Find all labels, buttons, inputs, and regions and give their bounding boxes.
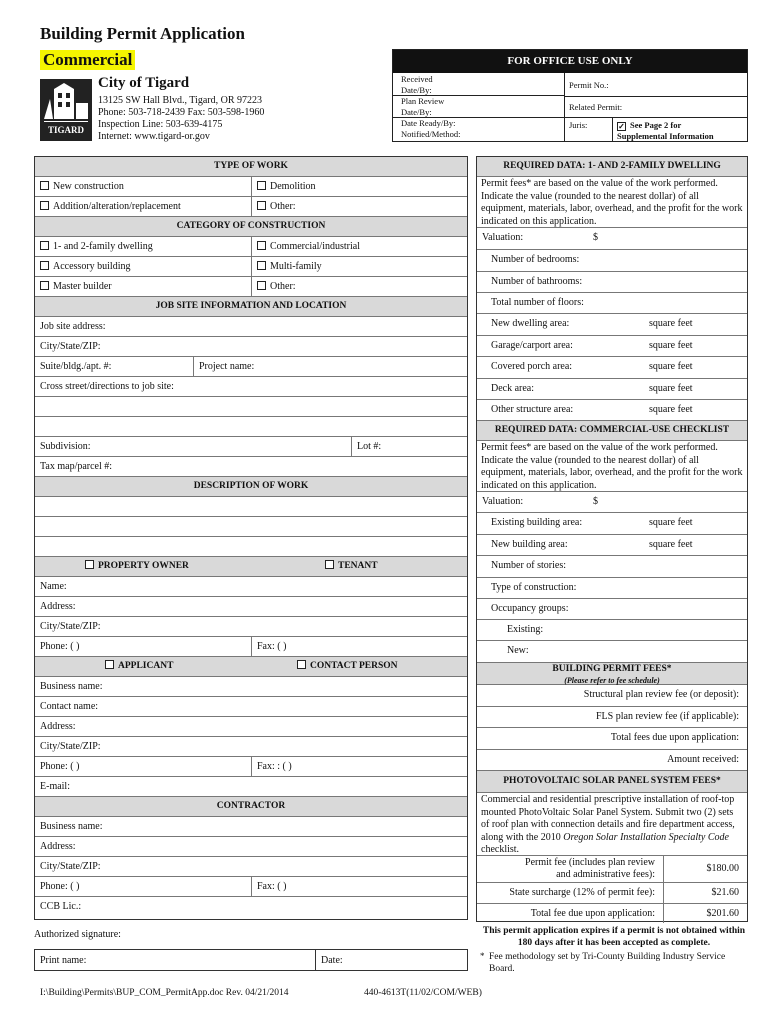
date-field[interactable]: Date: — [321, 955, 343, 966]
date-ready-field[interactable]: Date Ready/By: Notified/Method: — [401, 118, 461, 139]
surcharge-label: State surcharge (12% of permit fee): — [509, 887, 655, 898]
deck-area-field[interactable]: Deck area: square feet — [477, 379, 747, 400]
taxmap-field[interactable]: Tax map/parcel #: — [35, 457, 467, 477]
footer-form-code: 440-4613T(11/02/COM/WEB) — [364, 988, 482, 998]
left-form-table: TYPE OF WORK New construction Demolition Addition/alteration/replacement Other: CATEGORY OF CONSTRUCTION 1- and 2-family dwelling Commercial/industrial Accessory building Multi-family Master builder Other: JOB SITE INFORMATION AND LOCATION Job site address: City/State/ZIP: Suite/bldg./apt. #: Project name: Cross street/directions to job site: Subdivision: Lot #: Tax map/parcel #: DESCRIPTION OF WORK PROPERTY OWNER TENANT Name: Address: City/State/ZIP: Phone: ( ) Fax: ( ) APPLICANT CONTACT PERSON Business name: Contact name: Address: City/State/ZIP: Phone: ( ) Fax: : ( ) E-mail: CONTRACTOR Business name: Address: City/State/ZIP: Phone: ( ) Fax: ( ) CCB Lic.: — [34, 156, 468, 920]
expiration-note: This permit application expires if a permit is not obtained within 180 days after it has been accepted as complete. — [482, 926, 746, 948]
received-field[interactable]: Received Date/By: — [393, 74, 564, 96]
see-page-2-note: ✓ See Page 2 for Supplemental Information — [617, 120, 714, 141]
permit-fee-label: Permit fee (includes plan review and administrative fees): — [525, 857, 655, 880]
type-of-work-header: TYPE OF WORK — [35, 157, 467, 177]
total-fees-field[interactable]: Total fees due upon application: — [477, 728, 747, 750]
checked-checkbox-icon[interactable]: ✓ — [618, 122, 625, 131]
logo-text: TIGARD — [47, 125, 85, 135]
plan-review-field[interactable]: Plan Review Date/By: — [393, 96, 564, 118]
contractor-header: CONTRACTOR — [35, 797, 467, 817]
fls-review-fee-field[interactable]: FLS plan review fee (if applicable): — [477, 707, 747, 728]
new-construction-checkbox[interactable] — [40, 181, 49, 190]
occupancy-groups-field[interactable]: Occupancy groups: — [477, 599, 747, 620]
permit-fee-amount: $180.00 — [706, 863, 739, 874]
stories-field[interactable]: Number of stories: — [477, 556, 747, 578]
contractor-business-field[interactable]: Business name: — [35, 817, 467, 837]
amount-received-field[interactable]: Amount received: — [477, 750, 747, 771]
property-owner-checkbox[interactable] — [85, 560, 94, 569]
owner-phone-field[interactable]: Phone: ( ) — [40, 641, 80, 652]
other-work-checkbox[interactable] — [257, 201, 266, 210]
occupancy-existing-field[interactable]: Existing: — [477, 620, 747, 641]
applicant-label: APPLICANT — [118, 661, 174, 671]
tigard-logo — [40, 79, 92, 141]
valuation-commercial-field[interactable]: Valuation: $ — [477, 492, 747, 513]
cross-street-line-3[interactable] — [35, 417, 467, 437]
required-data-commercial-header: REQUIRED DATA: COMMERCIAL-USE CHECKLIST — [477, 421, 747, 441]
floors-field[interactable]: Total number of floors: — [477, 293, 747, 314]
email-field[interactable]: E-mail: — [35, 777, 467, 797]
permit-fees-header: BUILDING PERMIT FEES* (Please refer to fee schedule) — [477, 663, 747, 685]
tenant-checkbox[interactable] — [325, 560, 334, 569]
form-subtitle: Commercial — [40, 50, 135, 70]
description-header: DESCRIPTION OF WORK — [35, 477, 467, 497]
existing-area-field[interactable]: Existing building area: square feet — [477, 513, 747, 535]
office-use-box — [392, 49, 748, 142]
new-area-field[interactable]: New building area: square feet — [477, 535, 747, 556]
description-line-3[interactable] — [35, 537, 467, 557]
category-header: CATEGORY OF CONSTRUCTION — [35, 217, 467, 237]
commercial-checkbox[interactable] — [257, 241, 266, 250]
family-dwelling-checkbox[interactable] — [40, 241, 49, 250]
inspection-line: Inspection Line: 503-639-4175 — [98, 119, 223, 130]
new-dwelling-area-field[interactable]: New dwelling area: square feet — [477, 314, 747, 336]
other-structure-area-field[interactable]: Other structure area: square feet — [477, 400, 747, 421]
applicant-city-field[interactable]: City/State/ZIP: — [35, 737, 467, 757]
job-city-field[interactable]: City/State/ZIP: — [35, 337, 467, 357]
occupancy-new-field[interactable]: New: — [477, 641, 747, 663]
related-permit-field[interactable]: Related Permit: — [565, 97, 747, 118]
bedrooms-field[interactable]: Number of bedrooms: — [477, 250, 747, 272]
ccb-license-field[interactable]: CCB Lic.: — [40, 901, 82, 912]
description-line-1[interactable] — [35, 497, 467, 517]
bathrooms-field[interactable]: Number of bathrooms: — [477, 272, 747, 293]
applicant-business-field[interactable]: Business name: — [35, 677, 467, 697]
multifamily-checkbox[interactable] — [257, 261, 266, 270]
total-fee-label: Total fee due upon application: — [530, 908, 655, 919]
property-owner-label: PROPERTY OWNER — [98, 561, 189, 571]
demolition-checkbox[interactable] — [257, 181, 266, 190]
tenant-label: TENANT — [338, 561, 378, 571]
fee-footnote: Fee methodology set by Tri-County Building Industry Service Board. — [489, 952, 726, 974]
contact-name-field[interactable]: Contact name: — [35, 697, 467, 717]
internet-line: Internet: www.tigard-or.gov — [98, 131, 210, 142]
addition-checkbox[interactable] — [40, 201, 49, 210]
structural-review-fee-field[interactable]: Structural plan review fee (or deposit): — [477, 685, 747, 707]
city-address — [98, 95, 264, 143]
suite-field[interactable]: Suite/bldg./apt. #: — [40, 361, 112, 372]
fees-note-dwelling: Permit fees* are based on the value of the work performed. Indicate the value (rounded to the nearest dollar) of all equipment, materials, labor, overhead, and the profit for the work indicated on this application. — [477, 177, 747, 228]
contractor-phone-field[interactable]: Phone: ( ) — [40, 881, 80, 892]
contractor-address-field[interactable]: Address: — [35, 837, 467, 857]
jobsite-header: JOB SITE INFORMATION AND LOCATION — [35, 297, 467, 317]
applicant-address-field[interactable]: Address: — [35, 717, 467, 737]
footer-file-path: I:\Building\Permits\BUP_COM_PermitApp.doc Rev. 04/21/2014 — [40, 988, 289, 998]
owner-name-field[interactable]: Name: — [35, 577, 467, 597]
address-line: 13125 SW Hall Blvd., Tigard, OR 97223 — [98, 95, 262, 106]
other-category-checkbox[interactable] — [257, 281, 266, 290]
form-title: Building Permit Application — [40, 24, 245, 43]
print-name-field[interactable]: Print name: — [40, 955, 87, 966]
footnote-star: * — [480, 951, 485, 961]
phone-line: Phone: 503-718-2439 Fax: 503-598-1960 — [98, 107, 265, 118]
owner-address-field[interactable]: Address: — [35, 597, 467, 617]
construction-type-field[interactable]: Type of construction: — [477, 578, 747, 599]
authorized-signature-label: Authorized signature: — [34, 929, 121, 940]
porch-area-field[interactable]: Covered porch area: square feet — [477, 357, 747, 379]
contact-person-label: CONTACT PERSON — [310, 661, 398, 671]
pv-fees-header: PHOTOVOLTAIC SOLAR PANEL SYSTEM FEES* — [477, 771, 747, 793]
cross-street-line-2[interactable] — [35, 397, 467, 417]
fees-note-commercial: Permit fees* are based on the value of the work performed. Indicate the value (rounded to the nearest dollar) of all equipment, materials, labor, overhead, and the profit for the work indicated on this application. — [477, 441, 747, 492]
applicant-fax-field[interactable]: Fax: : ( ) — [257, 761, 292, 772]
garage-area-field[interactable]: Garage/carport area: square feet — [477, 336, 747, 357]
total-fee-amount: $201.60 — [706, 908, 739, 919]
owner-city-field[interactable]: City/State/ZIP: — [35, 617, 467, 637]
applicant-checkbox[interactable] — [105, 660, 114, 669]
contractor-city-field[interactable]: City/State/ZIP: — [35, 857, 467, 877]
contractor-fax-field[interactable]: Fax: ( ) — [257, 881, 287, 892]
office-use-heading: FOR OFFICE USE ONLY — [393, 50, 747, 73]
job-address-field[interactable]: Job site address: — [35, 317, 467, 337]
surcharge-amount: $21.60 — [711, 887, 739, 898]
subdivision-field[interactable]: Subdivision: — [40, 441, 91, 452]
pv-description: Commercial and residential prescriptive installation of roof-top mounted PhotoVoltaic Solar Panel System. Submit two (2) sets of roof plan with connection details and fire department access, along with the 2010 Oregon Solar Installation Specialty Code checklist. — [477, 793, 747, 856]
permit-no-field[interactable]: Permit No.: — [565, 73, 747, 97]
right-form-table — [476, 156, 748, 922]
required-data-dwelling-header: REQUIRED DATA: 1- AND 2-FAMILY DWELLING — [477, 157, 747, 177]
owner-fax-field[interactable]: Fax: ( ) — [257, 641, 287, 652]
city-name: City of Tigard — [98, 75, 190, 91]
contact-person-checkbox[interactable] — [297, 660, 306, 669]
cross-street-field[interactable]: Cross street/directions to job site: — [35, 377, 467, 397]
lot-field[interactable]: Lot #: — [357, 441, 382, 452]
project-name-field[interactable]: Project name: — [199, 361, 255, 372]
applicant-phone-field[interactable]: Phone: ( ) — [40, 761, 80, 772]
juris-field[interactable]: Juris: — [569, 120, 588, 130]
valuation-dwelling-field[interactable]: Valuation: $ — [477, 228, 747, 250]
description-line-2[interactable] — [35, 517, 467, 537]
accessory-checkbox[interactable] — [40, 261, 49, 270]
master-builder-checkbox[interactable] — [40, 281, 49, 290]
